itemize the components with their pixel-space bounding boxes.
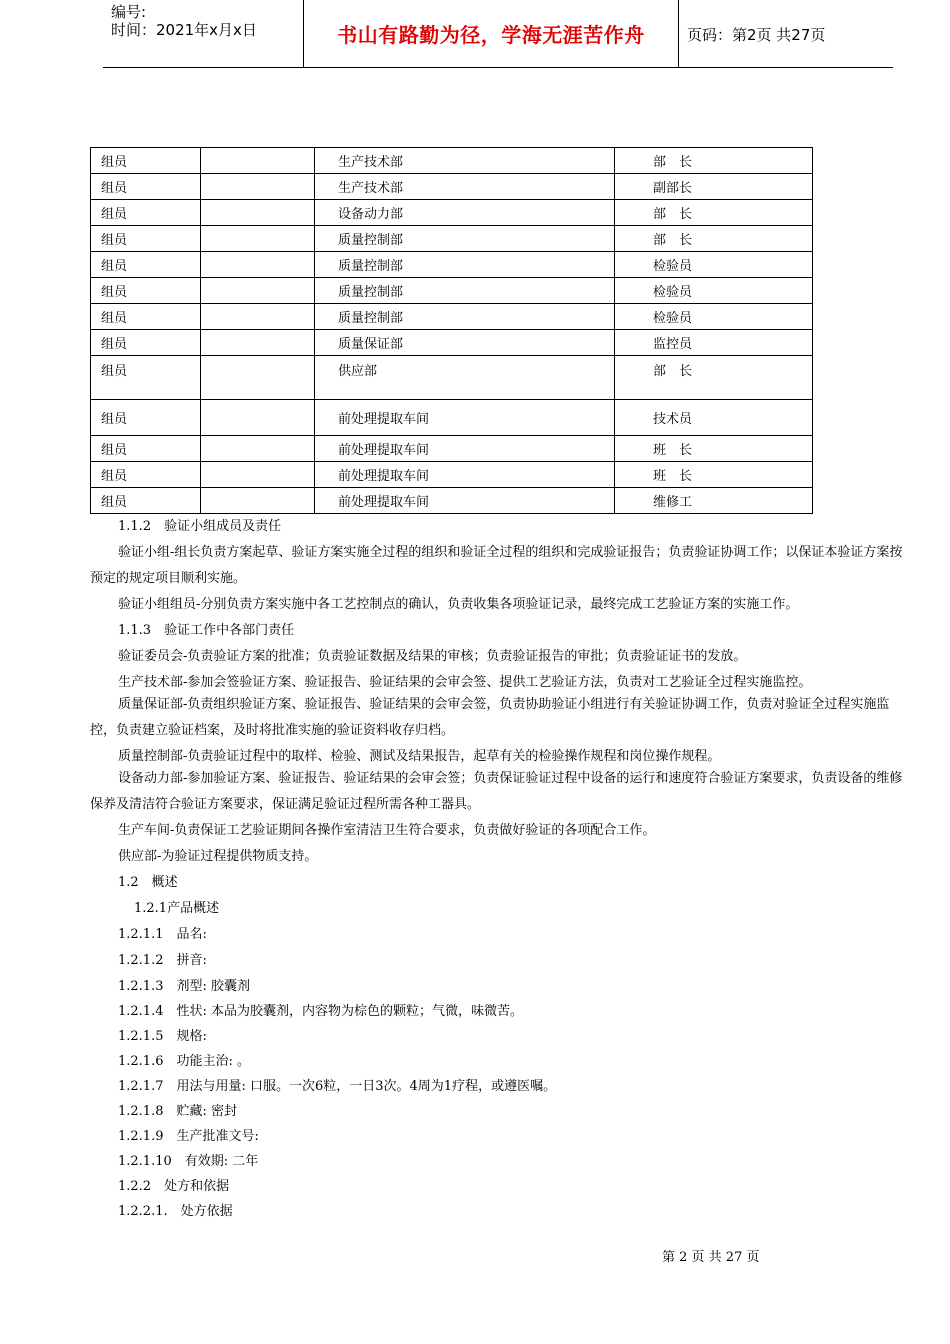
list-item: 1.2.1.2 拼音: xyxy=(118,953,207,968)
table-row xyxy=(91,304,813,330)
table-cell: 组员 xyxy=(91,226,201,252)
table-cell: 前处理提取车间 xyxy=(315,400,615,436)
paragraph-member: 验证小组组员-分别负责方案实施中各工艺控制点的确认，负责收集各项验证记录，最终完成工艺验证方案的实施工作。 xyxy=(118,597,799,612)
table-cell: 质量控制部 xyxy=(315,304,615,330)
table-cell xyxy=(201,356,315,400)
table-cell xyxy=(201,330,315,356)
paragraph-supply: 供应部-为验证过程提供物质支持。 xyxy=(118,849,318,864)
list-item: 1.2.1.6 功能主治: 。 xyxy=(118,1054,250,1069)
section-heading: 1.2 概述 xyxy=(118,875,178,890)
table-cell: 质量控制部 xyxy=(315,252,615,278)
table-cell: 质量控制部 xyxy=(315,278,615,304)
list-item: 1.2.1.9 生产批准文号: xyxy=(118,1129,259,1144)
member-table xyxy=(90,147,813,514)
table-cell: 质量控制部 xyxy=(315,226,615,252)
table-cell: 班 长 xyxy=(615,436,813,462)
paragraph-workshop: 生产车间-负责保证工艺验证期间各操作室清洁卫生符合要求，负责做好验证的各项配合工作。 xyxy=(118,823,656,838)
table-row xyxy=(91,356,813,400)
table-cell: 部 长 xyxy=(615,356,813,400)
table-cell: 组员 xyxy=(91,252,201,278)
header-motto: 书山有路勤为径，学海无涯苦作舟 xyxy=(337,23,645,47)
table-cell: 前处理提取车间 xyxy=(315,488,615,514)
table-cell: 检验员 xyxy=(615,252,813,278)
table-cell: 组员 xyxy=(91,400,201,436)
table-cell: 检验员 xyxy=(615,278,813,304)
table-cell: 部 长 xyxy=(615,226,813,252)
table-row xyxy=(91,488,813,514)
list-item: 1.2.1.10 有效期: 二年 xyxy=(118,1154,259,1169)
table-cell xyxy=(201,148,315,174)
subsection-heading: 1.2.1产品概述 xyxy=(134,901,220,916)
table-row xyxy=(91,200,813,226)
page-header xyxy=(103,0,893,68)
section-heading: 1.2.2.1. 处方依据 xyxy=(118,1204,233,1219)
table-row xyxy=(91,148,813,174)
table-cell: 组员 xyxy=(91,462,201,488)
table-cell: 副部长 xyxy=(615,174,813,200)
table-cell: 维修工 xyxy=(615,488,813,514)
table-cell: 组员 xyxy=(91,330,201,356)
table-cell xyxy=(201,226,315,252)
table-cell: 组员 xyxy=(91,174,201,200)
table-row xyxy=(91,436,813,462)
table-cell: 生产技术部 xyxy=(315,148,615,174)
table-cell xyxy=(201,488,315,514)
table-cell: 组员 xyxy=(91,200,201,226)
table-cell: 组员 xyxy=(91,148,201,174)
page-footer: 第 2 页 共 27 页 xyxy=(662,1250,760,1265)
table-row xyxy=(91,174,813,200)
header-divider xyxy=(678,0,679,67)
table-cell: 班 长 xyxy=(615,462,813,488)
table-row xyxy=(91,278,813,304)
paragraph-committee: 验证委员会-负责验证方案的批准；负责验证数据及结果的审核；负责验证报告的审批；负责验证证书的发放。 xyxy=(118,649,747,664)
table-cell xyxy=(201,436,315,462)
section-heading: 1.1.2 验证小组成员及责任 xyxy=(118,519,282,534)
header-meta xyxy=(103,0,303,67)
table-cell: 监控员 xyxy=(615,330,813,356)
list-item: 1.2.1.1 品名: xyxy=(118,927,207,942)
number-label: 编号: xyxy=(111,3,147,21)
table-cell: 部 长 xyxy=(615,148,813,174)
table-row xyxy=(91,462,813,488)
table-cell: 部 长 xyxy=(615,200,813,226)
table-cell: 组员 xyxy=(91,436,201,462)
time-label: 时间：2021年x月x日 xyxy=(111,21,257,39)
table-cell: 组员 xyxy=(91,356,201,400)
table-cell xyxy=(201,400,315,436)
section-heading: 1.2.2 处方和依据 xyxy=(118,1179,230,1194)
table-cell: 技术员 xyxy=(615,400,813,436)
table-cell xyxy=(201,278,315,304)
list-item: 1.2.1.3 剂型: 胶囊剂 xyxy=(118,979,250,994)
paragraph-qc: 质量控制部-负责验证过程中的取样、检验、测试及结果报告，起草有关的检验操作规程和岗位操作规程。 xyxy=(118,749,721,764)
table-cell: 前处理提取车间 xyxy=(315,436,615,462)
table-cell xyxy=(201,174,315,200)
table-cell xyxy=(201,252,315,278)
header-page-info: 页码：第2页 共27页 xyxy=(687,26,826,44)
table-cell: 设备动力部 xyxy=(315,200,615,226)
paragraph-leader: 验证小组-组长负责方案起草、验证方案实施全过程的组织和验证全过程的组织和完成验证报告；负责验证协调工作；以保证本验证方案按预定的规定项目顺利实施。 xyxy=(90,545,903,586)
table-cell: 组员 xyxy=(91,304,201,330)
list-item: 1.2.1.7 用法与用量: 口服。一次6粒，一日3次。4周为1疗程，或遵医嘱。 xyxy=(118,1079,557,1094)
table-cell xyxy=(201,304,315,330)
table-cell: 生产技术部 xyxy=(315,174,615,200)
table-cell: 供应部 xyxy=(315,356,615,400)
table-row xyxy=(91,226,813,252)
table-cell xyxy=(201,200,315,226)
table-cell xyxy=(201,462,315,488)
table-cell: 前处理提取车间 xyxy=(315,462,615,488)
table-row xyxy=(91,252,813,278)
paragraph-equipment: 设备动力部-参加验证方案、验证报告、验证结果的会审会签；负责保证验证过程中设备的运行和速度符合验证方案要求，负责设备的维修保养及清洁符合验证方案要求，保证满足验证过程所需各种工器具。 xyxy=(90,771,903,812)
table-cell: 组员 xyxy=(91,278,201,304)
table-row xyxy=(91,330,813,356)
paragraph-qa: 质量保证部-负责组织验证方案、验证报告、验证结果的会审会签，负责协助验证小组进行有关验证协调工作，负责对验证全过程实施监控，负责建立验证档案，及时将批准实施的验证资料收存归档。 xyxy=(90,697,890,738)
table-cell: 质量保证部 xyxy=(315,330,615,356)
list-item: 1.2.1.5 规格: xyxy=(118,1029,207,1044)
table-cell: 组员 xyxy=(91,488,201,514)
paragraph-tech: 生产技术部-参加会签验证方案、验证报告、验证结果的会审会签、提供工艺验证方法，负责对工艺验证全过程实施监控。 xyxy=(118,675,812,690)
table-cell: 检验员 xyxy=(615,304,813,330)
table-row xyxy=(91,400,813,436)
list-item: 1.2.1.8 贮藏: 密封 xyxy=(118,1104,237,1119)
list-item: 1.2.1.4 性状: 本品为胶囊剂，内容物为棕色的颗粒；气微，味微苦。 xyxy=(118,1004,523,1019)
section-heading: 1.1.3 验证工作中各部门责任 xyxy=(118,623,295,638)
